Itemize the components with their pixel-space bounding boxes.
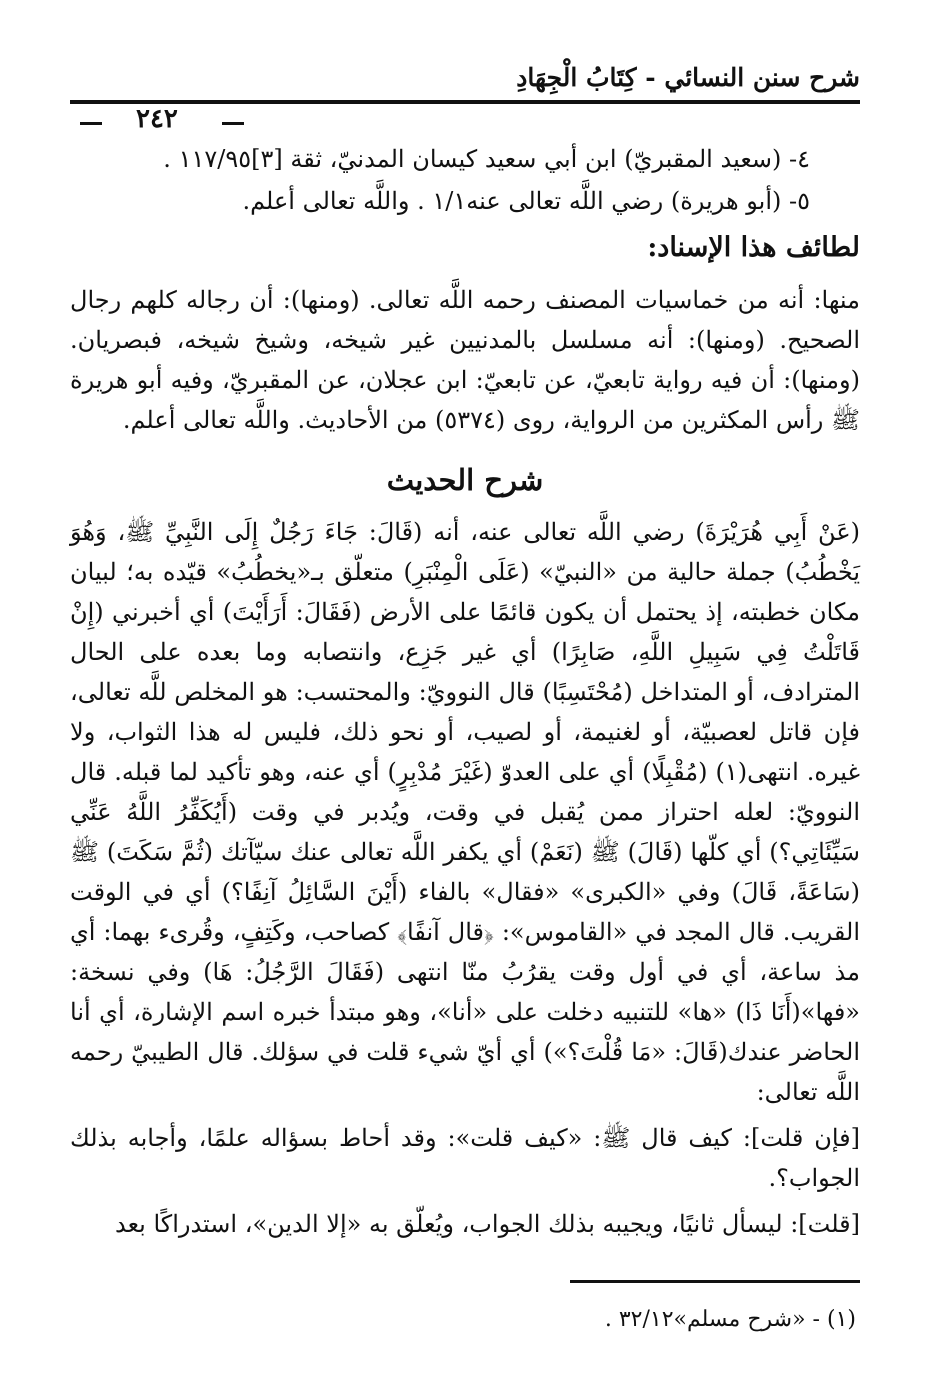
subtleties-paragraph: منها: أنه من خماسيات المصنف رحمه اللَّه تعالى. (ومنها): أن رجاله كلهم رجال الصحيح. (ومنها): أنه مسلسل بالمدنيين غير شيخه، وشيخ شيخه، فبصريان. (ومنها): أن فيه رواية تابعيّ، عن تابعيّ: ابن عجلان، عن المقبريّ، وفيه أبو هريرة ﷺ رأس المكثرين من الرواية، روى (٥٣٧٤) من الأحاديث. واللَّه تعالى أعلم. bbox=[70, 286, 860, 434]
running-header bbox=[70, 60, 860, 102]
page-number-row bbox=[70, 102, 860, 138]
page-number-dash bbox=[222, 122, 244, 125]
footnote: (١) - «شرح مسلم»٣٢/١٢ . bbox=[604, 1307, 856, 1332]
section-heading-commentary: شرح الحديث bbox=[386, 463, 544, 497]
commentary-paragraph: [قلت]: ليسأل ثانيًا، ويجيبه بذلك الجواب، ويُعلّق به «إلا الدين»، استدراكًا بعد bbox=[114, 1210, 860, 1238]
narrator-entry: ٤- (سعيد المقبريّ) ابن أبي سعيد كيسان المدنيّ، ثقة [٣]١١٧/٩٥ . bbox=[163, 145, 810, 173]
section-heading-subtleties: لطائف هذا الإسناد: bbox=[647, 232, 860, 263]
commentary-paragraph: (عَنْ أَبِي هُرَيْرَةَ) رضي اللَّه تعالى عنه، أنه (قَالَ: جَاءَ رَجُلٌ إِلَى النَّبِيِّ ﷺ، وَهُوَ يَخْطُبُ) جملة حالية من «النبيّ» (عَلَى الْمِنْبَرِ) متعلّق بـ«يخطُبُ» قيّده به؛ لبيان مكان خطبته، إذ يحتمل أن يكون قائمًا على الأرض (فَقَالَ: أَرَأَيْتَ) أي أخبرني (إِنْ قَاتَلْتُ فِي سَبِيلِ اللَّهِ، صَابِرًا) أي غير جَزِع، وانتصابه وما بعده على الحال المترادف، أو المتداخل (مُحْتَسِبًا) قال النوويّ: والمحتسب: هو المخلص للَّه تعالى، فإن قاتل لعصبيّة، أو لغنيمة، أو لصيب، أو نحو ذلك، فليس له هذا الثواب، ولا غيره. انتهى(١) (مُقْبِلًا) أي على العدوّ (غَيْرَ مُدْبِرٍ) أي عنه، وهو تأكيد لما قبله. قال النوويّ: لعله احتراز ممن يُقبل في وقت، ويُدبر في وقت (أَيُكَفِّرُ اللَّهُ عَنِّي سَيِّئَاتِي؟) أي كلّها (قَالَ) ﷺ (نَعَمْ) أي يكفر اللَّه تعالى عنك سيّآتك (ثُمَّ سَكَتَ) ﷺ (سَاعَةً، قَالَ) وفي «الكبرى» «فقال» بالفاء (أَيْنَ السَّائِلُ آنِفًا؟) أي في الوقت القريب. قال المجد في «القاموس»: ﴿قال آنفًا﴾ كصاحب، وكَتِفٍ، وقُرىء بهما: أي مذ ساعة، أي في أول وقت يقرُبُ منّا انتهى (فَقَالَ الرَّجُلُ: هَا) وفي نسخة: «فها»(أَنَا ذَا) «ها» للتنبيه دخلت على «أنا»، وهو مبتدأ خبره اسم الإشارة، أي أنا الحاضر عندك(قَالَ: «مَا قُلْتَ؟») أي أيّ شيء قلت في سؤلك. قال الطيبيّ رحمه اللَّه تعالى: bbox=[70, 518, 861, 1106]
footnote-rule bbox=[570, 1280, 860, 1283]
page-number-dash bbox=[80, 122, 102, 125]
page-number: ٢٤٢ bbox=[128, 104, 186, 134]
running-title: شرح سنن النسائي - كِتَابُ الْجِهَادِ bbox=[516, 63, 860, 92]
commentary-paragraph: [فإن قلت]: كيف قال ﷺ: «كيف قلت»: وقد أحاط بسؤاله علمًا، وأجابه بذلك الجواب؟. bbox=[70, 1124, 860, 1192]
book-page bbox=[70, 60, 860, 1337]
narrator-entry: ٥- (أبو هريرة) رضي اللَّه تعالى عنه١/١ . واللَّه تعالى أعلم. bbox=[242, 187, 810, 215]
